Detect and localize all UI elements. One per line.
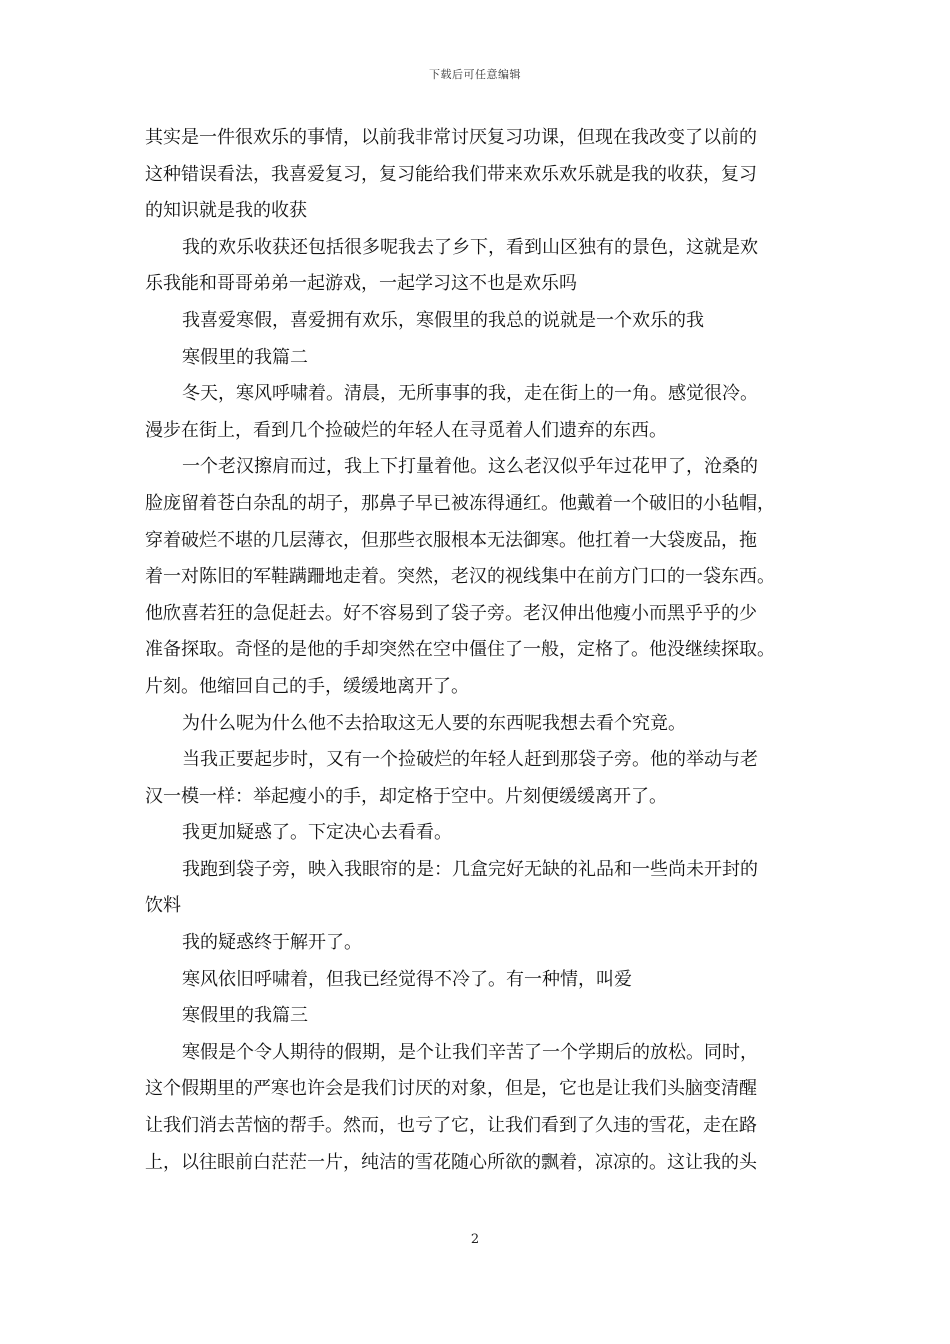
text-line: 饮料 xyxy=(145,895,181,917)
text-line: 他欣喜若狂的急促赶去。好不容易到了袋子旁。老汉伸出他瘦小而黑乎乎的少 xyxy=(145,602,757,624)
text-line: 的知识就是我的收获 xyxy=(145,200,307,222)
text-line: 我更加疑惑了。下定决心去看看。 xyxy=(182,822,452,844)
text-line: 一个老汉擦肩而过，我上下打量着他。这么老汉似乎年过花甲了，沧桑的 xyxy=(182,456,758,478)
text-line: 寒假是个令人期待的假期，是个让我们辛苦了一个学期后的放松。同时， xyxy=(182,1041,758,1063)
text-line: 冬天，寒风呼啸着。清晨，无所事事的我，走在街上的一角。感觉很冷。 xyxy=(182,383,758,405)
text-line: 让我们消去苦恼的帮手。然而，也亏了它，让我们看到了久违的雪花，走在路 xyxy=(145,1115,757,1137)
text-line: 寒风依旧呼啸着，但我已经觉得不冷了。有一种情，叫爱 xyxy=(182,968,632,990)
text-line: 脸庞留着苍白杂乱的胡子，那鼻子早已被冻得通红。他戴着一个破旧的小毡帽， xyxy=(145,492,775,514)
text-line: 我的欢乐收获还包括很多呢我去了乡下，看到山区独有的景色，这就是欢 xyxy=(182,236,758,258)
text-line: 穿着破烂不堪的几层薄衣，但那些衣服根本无法御寒。他扛着一大袋废品，拖 xyxy=(145,529,757,551)
text-line: 当我正要起步时，又有一个捡破烂的年轻人赶到那袋子旁。他的举动与老 xyxy=(182,749,758,771)
page-number: 2 xyxy=(470,1232,480,1247)
text-line: 准备探取。奇怪的是他的手却突然在空中僵住了一般，定格了。他没继续探取。 xyxy=(145,639,775,661)
text-line: 我的疑惑终于解开了。 xyxy=(182,932,362,954)
text-line: 上，以往眼前白茫茫一片，纯洁的雪花随心所欲的飘着，凉凉的。这让我的头 xyxy=(145,1151,757,1173)
text-line: 着一对陈旧的军鞋蹒跚地走着。突然，老汉的视线集中在前方门口的一袋东西。 xyxy=(145,566,775,588)
text-line: 片刻。他缩回自己的手，缓缓地离开了。 xyxy=(145,675,469,697)
document-body xyxy=(145,120,807,1181)
text-line: 为什么呢为什么他不去拾取这无人要的东西呢我想去看个究竟。 xyxy=(182,712,686,734)
text-line: 我跑到袋子旁，映入我眼帘的是：几盒完好无缺的礼品和一些尚未开封的 xyxy=(182,858,758,880)
section-heading: 寒假里的我篇三 xyxy=(182,1005,308,1027)
text-line: 这种错误看法，我喜爱复习，复习能给我们带来欢乐欢乐就是我的收获，复习 xyxy=(145,163,757,185)
text-line: 其实是一件很欢乐的事情，以前我非常讨厌复习功课，但现在我改变了以前的 xyxy=(145,127,757,148)
section-heading: 寒假里的我篇二 xyxy=(182,346,308,368)
text-line: 这个假期里的严寒也许会是我们讨厌的对象，但是，它也是让我们头脑变清醒 xyxy=(145,1078,757,1100)
text-line: 汉一模一样：举起瘦小的手，却定格于空中。片刻便缓缓离开了。 xyxy=(145,785,667,807)
text-line: 漫步在街上，看到几个捡破烂的年轻人在寻觅着人们遗弃的东西。 xyxy=(145,419,667,441)
text-line: 我喜爱寒假，喜爱拥有欢乐，寒假里的我总的说就是一个欢乐的我 xyxy=(182,309,704,331)
page-header: 下载后可任意编辑 xyxy=(429,68,521,81)
text-line: 乐我能和哥哥弟弟一起游戏，一起学习这不也是欢乐吗 xyxy=(145,273,577,295)
